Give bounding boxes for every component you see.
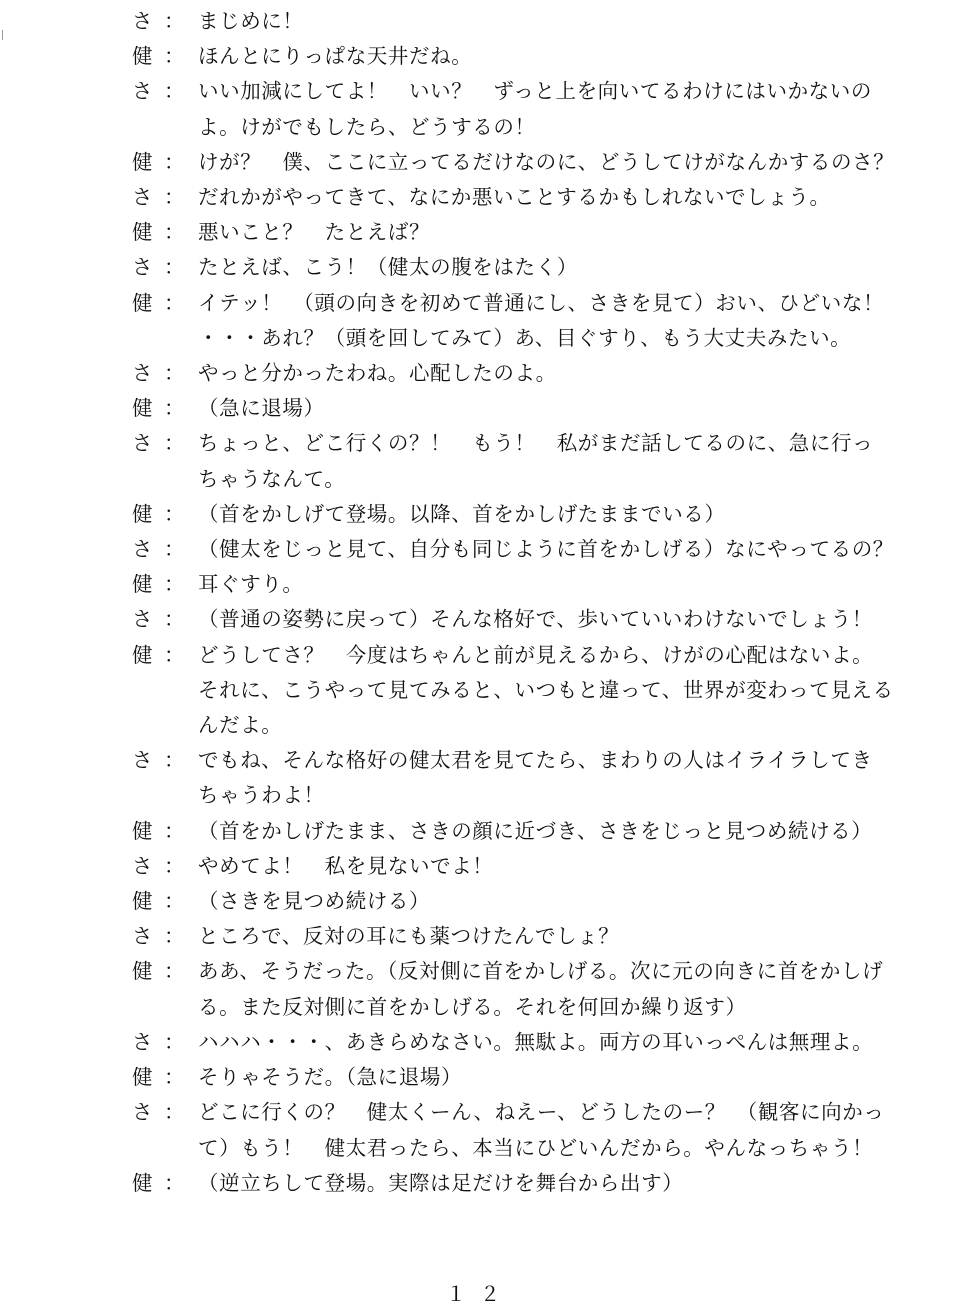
- dialogue-line: [132, 884, 922, 919]
- speaker-name: 健: [132, 149, 154, 174]
- speaker-colon: ：: [164, 748, 186, 773]
- speaker-name: 健: [132, 44, 154, 69]
- speaker-name: 健: [132, 290, 154, 315]
- speaker-colon: ：: [164, 818, 186, 843]
- speaker-colon: ：: [164, 572, 186, 597]
- speaker-colon: ：: [164, 9, 186, 33]
- dialogue-line: [132, 391, 922, 426]
- dialogue-line: [132, 567, 922, 602]
- dialogue-text: （さきを見つめ続ける）: [198, 889, 431, 914]
- dialogue-text: たとえば、こう！（健太の腹をはたく）: [198, 255, 578, 280]
- speaker-colon: ：: [164, 501, 186, 526]
- speaker-colon: ：: [164, 220, 186, 245]
- scan-margin-mark: [2, 30, 3, 40]
- speaker-name: 健: [132, 501, 154, 526]
- speaker-colon: ：: [164, 185, 186, 210]
- dialogue-script: [132, 4, 922, 1201]
- speaker-name: さ: [132, 185, 154, 210]
- dialogue-line: [132, 250, 922, 285]
- dialogue-text: 悪いこと？ たとえば？: [198, 220, 431, 245]
- dialogue-text: そりゃそうだ。（急に退場）: [198, 1065, 463, 1090]
- dialogue-line: [132, 919, 922, 954]
- speaker-name: 健: [132, 818, 154, 843]
- speaker-name: 健: [132, 889, 154, 914]
- dialogue-text: いい加減にしてよ！ いい？ ずっと上を向いてるわけにはいかないの よ。けがでもしたら、どうするの！: [198, 79, 872, 139]
- dialogue-text: ハハハ・・・、あきらめなさい。無駄よ。両方の耳いっぺんは無理よ。: [198, 1029, 874, 1054]
- speaker-colon: ：: [164, 853, 186, 878]
- speaker-name: 健: [132, 220, 154, 245]
- dialogue-text: どうしてさ？ 今度はちゃんと前が見えるから、けがの心配はないよ。 それに、こうやって見てみると、いつもと違って、世界が変わって見える んだよ。: [198, 642, 894, 738]
- dialogue-line: [132, 1095, 922, 1165]
- speaker-colon: ：: [164, 1170, 186, 1195]
- dialogue-text: けが？ 僕、ここに立ってるだけなのに、どうしてけがなんかするのさ？: [198, 149, 895, 174]
- dialogue-line: [132, 602, 922, 637]
- speaker-colon: ：: [164, 1100, 186, 1125]
- speaker-name: さ: [132, 748, 154, 773]
- dialogue-line: [132, 638, 922, 744]
- dialogue-line: [132, 356, 922, 391]
- dialogue-line: [132, 1025, 922, 1060]
- dialogue-text: （健太をじっと見て、自分も同じように首をかしげる）なにやってるの？: [198, 537, 894, 562]
- dialogue-line: [132, 39, 922, 74]
- dialogue-text: （逆立ちして登場。実際は足だけを舞台から出す）: [198, 1170, 684, 1195]
- dialogue-text: でもね、そんな格好の健太君を見てたら、まわりの人はイライラしてき ちゃうわよ！: [198, 748, 873, 808]
- dialogue-line: [132, 286, 922, 356]
- dialogue-text: （首をかしげたまま、さきの顔に近づき、さきをじっと見つめ続ける）: [198, 818, 873, 843]
- speaker-name: さ: [132, 79, 154, 104]
- speaker-name: さ: [132, 431, 154, 456]
- speaker-name: さ: [132, 1100, 154, 1125]
- speaker-name: 健: [132, 642, 154, 667]
- speaker-colon: ：: [164, 1029, 186, 1054]
- speaker-name: 健: [132, 572, 154, 597]
- dialogue-line: [132, 849, 922, 884]
- dialogue-line: [132, 74, 922, 144]
- speaker-name: 健: [132, 1065, 154, 1090]
- speaker-colon: ：: [164, 1065, 186, 1090]
- speaker-colon: ：: [164, 44, 186, 69]
- speaker-colon: ：: [164, 607, 186, 632]
- dialogue-line: [132, 215, 922, 250]
- speaker-colon: ：: [164, 290, 186, 315]
- page-number: １２: [446, 1282, 514, 1306]
- dialogue-text: 耳ぐすり。: [198, 572, 304, 597]
- speaker-colon: ：: [164, 431, 186, 456]
- dialogue-text: だれかがやってきて、なにか悪いことするかもしれないでしょう。: [198, 185, 831, 210]
- speaker-name: さ: [132, 9, 154, 33]
- speaker-colon: ：: [164, 642, 186, 667]
- dialogue-text: （首をかしげて登場。以降、首をかしげたままでいる）: [198, 501, 726, 526]
- speaker-name: 健: [132, 1170, 154, 1195]
- dialogue-text: （急に退場）: [198, 396, 325, 421]
- speaker-name: さ: [132, 607, 154, 632]
- dialogue-line: [132, 1060, 922, 1095]
- speaker-name: さ: [132, 255, 154, 280]
- speaker-colon: ：: [164, 361, 186, 386]
- speaker-colon: ：: [164, 396, 186, 421]
- dialogue-text: ところで、反対の耳にも薬つけたんでしょ？: [198, 924, 620, 949]
- dialogue-line: [132, 426, 922, 496]
- speaker-colon: ：: [164, 924, 186, 949]
- dialogue-line: [132, 4, 922, 39]
- dialogue-text: まじめに！: [198, 9, 304, 33]
- speaker-colon: ：: [164, 255, 186, 280]
- dialogue-text: やっと分かったわね。心配したのよ。: [198, 361, 557, 386]
- dialogue-line: [132, 1166, 922, 1201]
- speaker-colon: ：: [164, 537, 186, 562]
- dialogue-text: やめてよ！ 私を見ないでよ！: [198, 853, 494, 878]
- speaker-name: さ: [132, 1029, 154, 1054]
- dialogue-line: [132, 145, 922, 180]
- dialogue-line: [132, 532, 922, 567]
- dialogue-line: [132, 743, 922, 813]
- speaker-colon: ：: [164, 959, 186, 984]
- dialogue-line: [132, 954, 922, 1024]
- speaker-colon: ：: [164, 149, 186, 174]
- speaker-name: 健: [132, 959, 154, 984]
- speaker-colon: ：: [164, 79, 186, 104]
- dialogue-line: [132, 180, 922, 215]
- dialogue-line: [132, 814, 922, 849]
- dialogue-text: どこに行くの？ 健太くーん、ねえー、どうしたのー？ （観客に向かっ て）もう！ 健太君ったら、本当にひどいんだから。やんなっちゃう！: [198, 1100, 885, 1160]
- dialogue-text: ちょっと、どこ行くの？！ もう！ 私がまだ話してるのに、急に行っ ちゃうなんて。: [198, 431, 874, 491]
- dialogue-text: ああ、そうだった。（反対側に首をかしげる。次に元の向きに首をかしげ る。また反対側に首をかしげる。それを何回か繰り返す）: [198, 959, 884, 1019]
- dialogue-line: [132, 497, 922, 532]
- speaker-colon: ：: [164, 889, 186, 914]
- speaker-name: さ: [132, 924, 154, 949]
- dialogue-text: （普通の姿勢に戻って）そんな格好で、歩いていいわけないでしょう！: [198, 607, 873, 632]
- speaker-name: 健: [132, 396, 154, 421]
- dialogue-text: ほんとにりっぱな天井だね。: [198, 44, 473, 69]
- dialogue-text: イテッ！ （頭の向きを初めて普通にし、さきを見て）おい、ひどいな！ ・・・あれ？（頭を回してみて）あ、目ぐすり、もう大丈夫みたい。: [198, 290, 885, 350]
- speaker-name: さ: [132, 853, 154, 878]
- speaker-name: さ: [132, 361, 154, 386]
- speaker-name: さ: [132, 537, 154, 562]
